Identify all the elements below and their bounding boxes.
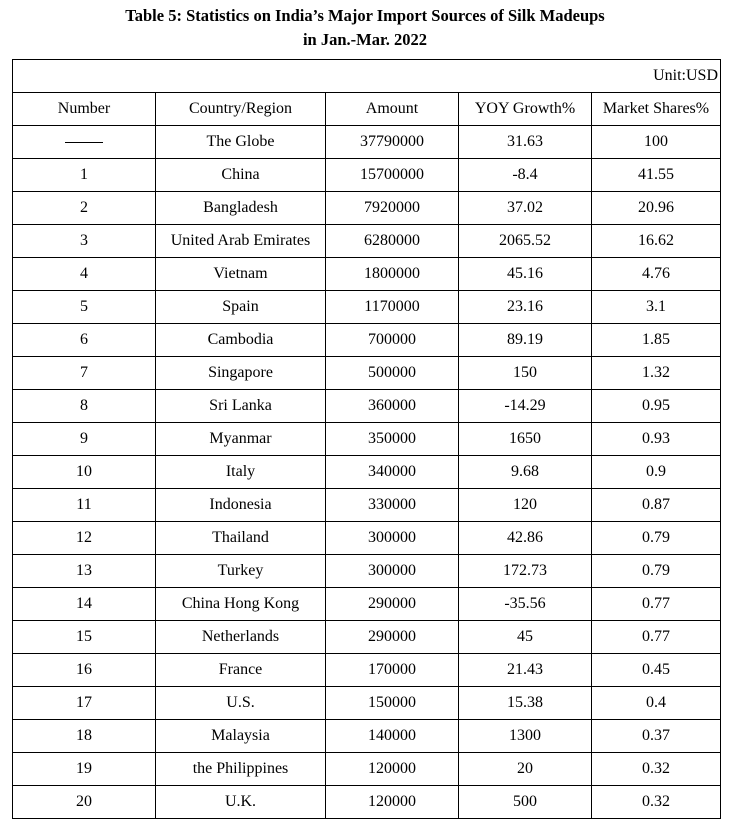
unit-row xyxy=(13,60,721,93)
cell-number: 12 xyxy=(13,522,156,555)
cell-yoy-growth: 45 xyxy=(459,621,592,654)
cell-number: 8 xyxy=(13,390,156,423)
cell-market-shares: 1.32 xyxy=(592,357,721,390)
cell-number: 5 xyxy=(13,291,156,324)
cell-market-shares: 0.9 xyxy=(592,456,721,489)
cell-number: 3 xyxy=(13,225,156,258)
cell-country-region: China Hong Kong xyxy=(156,588,326,621)
cell-number: 16 xyxy=(13,654,156,687)
cell-yoy-growth: 9.68 xyxy=(459,456,592,489)
cell-country-region: U.S. xyxy=(156,687,326,720)
cell-market-shares: 0.79 xyxy=(592,555,721,588)
cell-number: 7 xyxy=(13,357,156,390)
cell-market-shares: 0.45 xyxy=(592,654,721,687)
cell-number: 2 xyxy=(13,192,156,225)
table-row xyxy=(13,192,721,225)
cell-market-shares: 0.79 xyxy=(592,522,721,555)
cell-market-shares: 100 xyxy=(592,126,721,159)
header-row xyxy=(13,93,721,126)
header-number: Number xyxy=(13,93,156,126)
cell-number: 4 xyxy=(13,258,156,291)
unit-label: Unit:USD xyxy=(13,60,721,93)
cell-yoy-growth: 120 xyxy=(459,489,592,522)
cell-amount: 290000 xyxy=(326,621,459,654)
cell-country-region: the Philippines xyxy=(156,753,326,786)
cell-country-region: Italy xyxy=(156,456,326,489)
table-row xyxy=(13,489,721,522)
cell-number: 1 xyxy=(13,159,156,192)
cell-yoy-growth: 37.02 xyxy=(459,192,592,225)
cell-market-shares: 3.1 xyxy=(592,291,721,324)
cell-amount: 6280000 xyxy=(326,225,459,258)
cell-country-region: France xyxy=(156,654,326,687)
cell-amount: 1170000 xyxy=(326,291,459,324)
cell-number: 14 xyxy=(13,588,156,621)
cell-number: 17 xyxy=(13,687,156,720)
table-row xyxy=(13,720,721,753)
table-row xyxy=(13,291,721,324)
cell-yoy-growth: 1300 xyxy=(459,720,592,753)
cell-yoy-growth: 2065.52 xyxy=(459,225,592,258)
import-sources-table xyxy=(12,59,721,819)
table-row xyxy=(13,258,721,291)
cell-market-shares: 0.37 xyxy=(592,720,721,753)
table-row xyxy=(13,753,721,786)
cell-country-region: Netherlands xyxy=(156,621,326,654)
table-body xyxy=(13,60,721,819)
cell-number: 18 xyxy=(13,720,156,753)
cell-number: 13 xyxy=(13,555,156,588)
cell-yoy-growth: 500 xyxy=(459,786,592,819)
header-country-region: Country/Region xyxy=(156,93,326,126)
cell-country-region: U.K. xyxy=(156,786,326,819)
cell-country-region: China xyxy=(156,159,326,192)
cell-amount: 150000 xyxy=(326,687,459,720)
cell-yoy-growth: -14.29 xyxy=(459,390,592,423)
cell-market-shares: 0.93 xyxy=(592,423,721,456)
table-row xyxy=(13,159,721,192)
cell-market-shares: 0.77 xyxy=(592,621,721,654)
cell-market-shares: 20.96 xyxy=(592,192,721,225)
cell-country-region: Malaysia xyxy=(156,720,326,753)
cell-number: 15 xyxy=(13,621,156,654)
cell-market-shares: 0.87 xyxy=(592,489,721,522)
cell-market-shares: 1.85 xyxy=(592,324,721,357)
cell-country-region: Singapore xyxy=(156,357,326,390)
dash-mark xyxy=(65,142,103,143)
cell-yoy-growth: 89.19 xyxy=(459,324,592,357)
cell-amount: 120000 xyxy=(326,753,459,786)
table-row xyxy=(13,225,721,258)
cell-amount: 350000 xyxy=(326,423,459,456)
cell-country-region: Bangladesh xyxy=(156,192,326,225)
table-row xyxy=(13,588,721,621)
cell-market-shares: 0.4 xyxy=(592,687,721,720)
table-title-line-1: Table 5: Statistics on India’s Major Import Sources of Silk Madeups xyxy=(125,6,605,25)
cell-yoy-growth: 1650 xyxy=(459,423,592,456)
cell-market-shares: 0.77 xyxy=(592,588,721,621)
cell-amount: 7920000 xyxy=(326,192,459,225)
cell-amount: 360000 xyxy=(326,390,459,423)
header-amount: Amount xyxy=(326,93,459,126)
header-yoy-growth: YOY Growth% xyxy=(459,93,592,126)
cell-amount: 700000 xyxy=(326,324,459,357)
cell-yoy-growth: 150 xyxy=(459,357,592,390)
cell-country-region: Turkey xyxy=(156,555,326,588)
table-row xyxy=(13,126,721,159)
cell-amount: 140000 xyxy=(326,720,459,753)
table-row xyxy=(13,621,721,654)
cell-country-region: Myanmar xyxy=(156,423,326,456)
table-row xyxy=(13,654,721,687)
table-row xyxy=(13,357,721,390)
cell-number xyxy=(13,126,156,159)
cell-market-shares: 4.76 xyxy=(592,258,721,291)
cell-country-region: Spain xyxy=(156,291,326,324)
cell-country-region: The Globe xyxy=(156,126,326,159)
cell-amount: 290000 xyxy=(326,588,459,621)
cell-amount: 340000 xyxy=(326,456,459,489)
cell-number: 11 xyxy=(13,489,156,522)
cell-yoy-growth: 21.43 xyxy=(459,654,592,687)
cell-number: 10 xyxy=(13,456,156,489)
table-row xyxy=(13,390,721,423)
cell-market-shares: 0.32 xyxy=(592,753,721,786)
cell-country-region: Indonesia xyxy=(156,489,326,522)
cell-market-shares: 0.95 xyxy=(592,390,721,423)
table-row xyxy=(13,423,721,456)
table-title xyxy=(0,4,730,52)
cell-country-region: Sri Lanka xyxy=(156,390,326,423)
cell-amount: 300000 xyxy=(326,555,459,588)
table-row xyxy=(13,786,721,819)
cell-yoy-growth: 23.16 xyxy=(459,291,592,324)
cell-amount: 15700000 xyxy=(326,159,459,192)
header-market-shares: Market Shares% xyxy=(592,93,721,126)
cell-number: 20 xyxy=(13,786,156,819)
cell-amount: 37790000 xyxy=(326,126,459,159)
cell-amount: 1800000 xyxy=(326,258,459,291)
cell-country-region: Vietnam xyxy=(156,258,326,291)
cell-yoy-growth: -8.4 xyxy=(459,159,592,192)
cell-yoy-growth: -35.56 xyxy=(459,588,592,621)
cell-amount: 120000 xyxy=(326,786,459,819)
cell-number: 6 xyxy=(13,324,156,357)
cell-market-shares: 41.55 xyxy=(592,159,721,192)
table-title-line-2: in Jan.-Mar. 2022 xyxy=(302,30,428,49)
cell-number: 19 xyxy=(13,753,156,786)
table-row xyxy=(13,456,721,489)
cell-amount: 300000 xyxy=(326,522,459,555)
cell-country-region: Thailand xyxy=(156,522,326,555)
cell-country-region: United Arab Emirates xyxy=(156,225,326,258)
cell-yoy-growth: 20 xyxy=(459,753,592,786)
cell-yoy-growth: 172.73 xyxy=(459,555,592,588)
cell-market-shares: 16.62 xyxy=(592,225,721,258)
cell-yoy-growth: 45.16 xyxy=(459,258,592,291)
cell-amount: 170000 xyxy=(326,654,459,687)
table-row xyxy=(13,522,721,555)
cell-country-region: Cambodia xyxy=(156,324,326,357)
cell-yoy-growth: 42.86 xyxy=(459,522,592,555)
cell-amount: 500000 xyxy=(326,357,459,390)
cell-market-shares: 0.32 xyxy=(592,786,721,819)
cell-yoy-growth: 15.38 xyxy=(459,687,592,720)
cell-number: 9 xyxy=(13,423,156,456)
cell-yoy-growth: 31.63 xyxy=(459,126,592,159)
table-row xyxy=(13,324,721,357)
table-row xyxy=(13,555,721,588)
table-row xyxy=(13,687,721,720)
cell-amount: 330000 xyxy=(326,489,459,522)
